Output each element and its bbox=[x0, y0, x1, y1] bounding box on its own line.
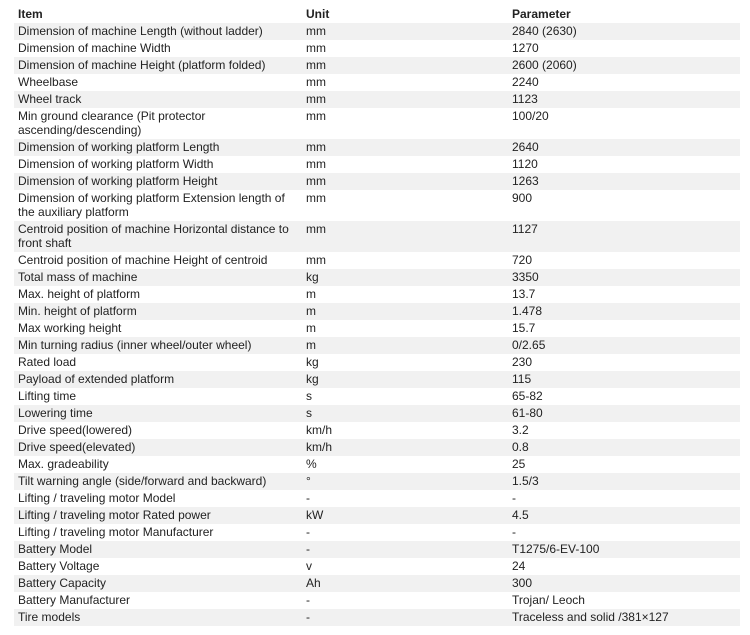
table-row bbox=[14, 173, 740, 190]
cell-parameter: Trojan/ Leoch bbox=[508, 592, 740, 609]
cell-unit: s bbox=[302, 405, 508, 422]
specification-table bbox=[14, 6, 740, 626]
table-row bbox=[14, 269, 740, 286]
cell-item: Min ground clearance (Pit protector ascending/descending) bbox=[14, 108, 302, 139]
cell-item: Max. gradeability bbox=[14, 456, 302, 473]
cell-parameter: 2640 bbox=[508, 139, 740, 156]
table-row bbox=[14, 57, 740, 74]
cell-item: Max. height of platform bbox=[14, 286, 302, 303]
table-header-row bbox=[14, 6, 740, 23]
table-row bbox=[14, 388, 740, 405]
cell-parameter: 1127 bbox=[508, 221, 740, 252]
cell-unit: Ah bbox=[302, 575, 508, 592]
table-row bbox=[14, 74, 740, 91]
cell-unit: % bbox=[302, 456, 508, 473]
cell-unit: mm bbox=[302, 108, 508, 139]
cell-parameter: 24 bbox=[508, 558, 740, 575]
cell-item: Lifting / traveling motor Manufacturer bbox=[14, 524, 302, 541]
cell-parameter: 61-80 bbox=[508, 405, 740, 422]
cell-item: Dimension of machine Height (platform folded) bbox=[14, 57, 302, 74]
table-row bbox=[14, 286, 740, 303]
table-row bbox=[14, 422, 740, 439]
cell-item: Battery Voltage bbox=[14, 558, 302, 575]
header-item: Item bbox=[14, 6, 302, 23]
cell-item: Battery Manufacturer bbox=[14, 592, 302, 609]
cell-parameter: 3350 bbox=[508, 269, 740, 286]
cell-item: Lifting / traveling motor Model bbox=[14, 490, 302, 507]
cell-item: Min turning radius (inner wheel/outer wheel) bbox=[14, 337, 302, 354]
cell-item: Dimension of machine Width bbox=[14, 40, 302, 57]
table-row bbox=[14, 320, 740, 337]
table-row bbox=[14, 190, 740, 221]
table-row bbox=[14, 156, 740, 173]
cell-unit: mm bbox=[302, 173, 508, 190]
cell-unit: m bbox=[302, 337, 508, 354]
cell-parameter: 2600 (2060) bbox=[508, 57, 740, 74]
table-row bbox=[14, 371, 740, 388]
table-row bbox=[14, 439, 740, 456]
cell-item: Lowering time bbox=[14, 405, 302, 422]
cell-parameter: 2240 bbox=[508, 74, 740, 91]
header-unit: Unit bbox=[302, 6, 508, 23]
cell-item: Wheel track bbox=[14, 91, 302, 108]
table-row bbox=[14, 575, 740, 592]
cell-parameter: 25 bbox=[508, 456, 740, 473]
cell-parameter: 13.7 bbox=[508, 286, 740, 303]
cell-parameter: 15.7 bbox=[508, 320, 740, 337]
cell-unit: - bbox=[302, 524, 508, 541]
cell-unit: - bbox=[302, 592, 508, 609]
table-row bbox=[14, 456, 740, 473]
cell-parameter: 0/2.65 bbox=[508, 337, 740, 354]
cell-item: Min. height of platform bbox=[14, 303, 302, 320]
cell-parameter: - bbox=[508, 524, 740, 541]
cell-item: Dimension of working platform Height bbox=[14, 173, 302, 190]
cell-unit: - bbox=[302, 541, 508, 558]
table-row bbox=[14, 252, 740, 269]
cell-item: Total mass of machine bbox=[14, 269, 302, 286]
cell-unit: m bbox=[302, 320, 508, 337]
cell-unit: ° bbox=[302, 473, 508, 490]
cell-parameter: 1120 bbox=[508, 156, 740, 173]
cell-item: Max working height bbox=[14, 320, 302, 337]
cell-item: Centroid position of machine Horizontal distance to front shaft bbox=[14, 221, 302, 252]
table-body bbox=[14, 23, 740, 626]
header-parameter: Parameter bbox=[508, 6, 740, 23]
cell-item: Lifting / traveling motor Rated power bbox=[14, 507, 302, 524]
cell-unit: kg bbox=[302, 269, 508, 286]
table-row bbox=[14, 139, 740, 156]
cell-item: Dimension of working platform Width bbox=[14, 156, 302, 173]
cell-parameter: 100/20 bbox=[508, 108, 740, 139]
cell-unit: m bbox=[302, 286, 508, 303]
cell-parameter: 2840 (2630) bbox=[508, 23, 740, 40]
table-row bbox=[14, 354, 740, 371]
cell-unit: m bbox=[302, 303, 508, 320]
cell-unit: - bbox=[302, 609, 508, 626]
cell-unit: km/h bbox=[302, 439, 508, 456]
cell-item: Centroid position of machine Height of centroid bbox=[14, 252, 302, 269]
cell-unit: kg bbox=[302, 354, 508, 371]
cell-parameter: 65-82 bbox=[508, 388, 740, 405]
cell-item: Dimension of working platform Length bbox=[14, 139, 302, 156]
cell-unit: v bbox=[302, 558, 508, 575]
cell-unit: s bbox=[302, 388, 508, 405]
cell-item: Dimension of working platform Extension length of the auxiliary platform bbox=[14, 190, 302, 221]
cell-unit: - bbox=[302, 490, 508, 507]
cell-item: Tilt warning angle (side/forward and backward) bbox=[14, 473, 302, 490]
cell-item: Wheelbase bbox=[14, 74, 302, 91]
table-row bbox=[14, 507, 740, 524]
cell-unit: mm bbox=[302, 23, 508, 40]
cell-unit: mm bbox=[302, 252, 508, 269]
cell-unit: mm bbox=[302, 190, 508, 221]
cell-unit: kW bbox=[302, 507, 508, 524]
table-row bbox=[14, 592, 740, 609]
cell-parameter: 115 bbox=[508, 371, 740, 388]
table-row bbox=[14, 23, 740, 40]
cell-unit: mm bbox=[302, 40, 508, 57]
cell-unit: mm bbox=[302, 221, 508, 252]
cell-item: Dimension of machine Length (without ladder) bbox=[14, 23, 302, 40]
cell-parameter: 1.5/3 bbox=[508, 473, 740, 490]
cell-item: Drive speed(lowered) bbox=[14, 422, 302, 439]
cell-parameter: 3.2 bbox=[508, 422, 740, 439]
cell-unit: mm bbox=[302, 91, 508, 108]
table-row bbox=[14, 541, 740, 558]
table-row bbox=[14, 609, 740, 626]
table-row bbox=[14, 524, 740, 541]
cell-parameter: Traceless and solid /381×127 bbox=[508, 609, 740, 626]
cell-item: Battery Capacity bbox=[14, 575, 302, 592]
cell-parameter: 230 bbox=[508, 354, 740, 371]
cell-item: Drive speed(elevated) bbox=[14, 439, 302, 456]
cell-item: Rated load bbox=[14, 354, 302, 371]
cell-item: Lifting time bbox=[14, 388, 302, 405]
table-row bbox=[14, 405, 740, 422]
table-row bbox=[14, 558, 740, 575]
cell-unit: km/h bbox=[302, 422, 508, 439]
cell-item: Tire models bbox=[14, 609, 302, 626]
cell-parameter: 900 bbox=[508, 190, 740, 221]
table-row bbox=[14, 337, 740, 354]
cell-item: Payload of extended platform bbox=[14, 371, 302, 388]
cell-item: Battery Model bbox=[14, 541, 302, 558]
cell-parameter: 1270 bbox=[508, 40, 740, 57]
cell-unit: mm bbox=[302, 139, 508, 156]
table-row bbox=[14, 40, 740, 57]
table-row bbox=[14, 91, 740, 108]
cell-parameter: 1123 bbox=[508, 91, 740, 108]
cell-unit: mm bbox=[302, 57, 508, 74]
cell-unit: mm bbox=[302, 156, 508, 173]
cell-parameter: 0.8 bbox=[508, 439, 740, 456]
table-row bbox=[14, 473, 740, 490]
table-row bbox=[14, 303, 740, 320]
table-row bbox=[14, 108, 740, 139]
cell-parameter: - bbox=[508, 490, 740, 507]
cell-parameter: 720 bbox=[508, 252, 740, 269]
cell-unit: mm bbox=[302, 74, 508, 91]
cell-parameter: 1.478 bbox=[508, 303, 740, 320]
cell-parameter: 300 bbox=[508, 575, 740, 592]
cell-parameter: T1275/6-EV-100 bbox=[508, 541, 740, 558]
table-row bbox=[14, 221, 740, 252]
cell-parameter: 4.5 bbox=[508, 507, 740, 524]
table-row bbox=[14, 490, 740, 507]
cell-parameter: 1263 bbox=[508, 173, 740, 190]
cell-unit: kg bbox=[302, 371, 508, 388]
